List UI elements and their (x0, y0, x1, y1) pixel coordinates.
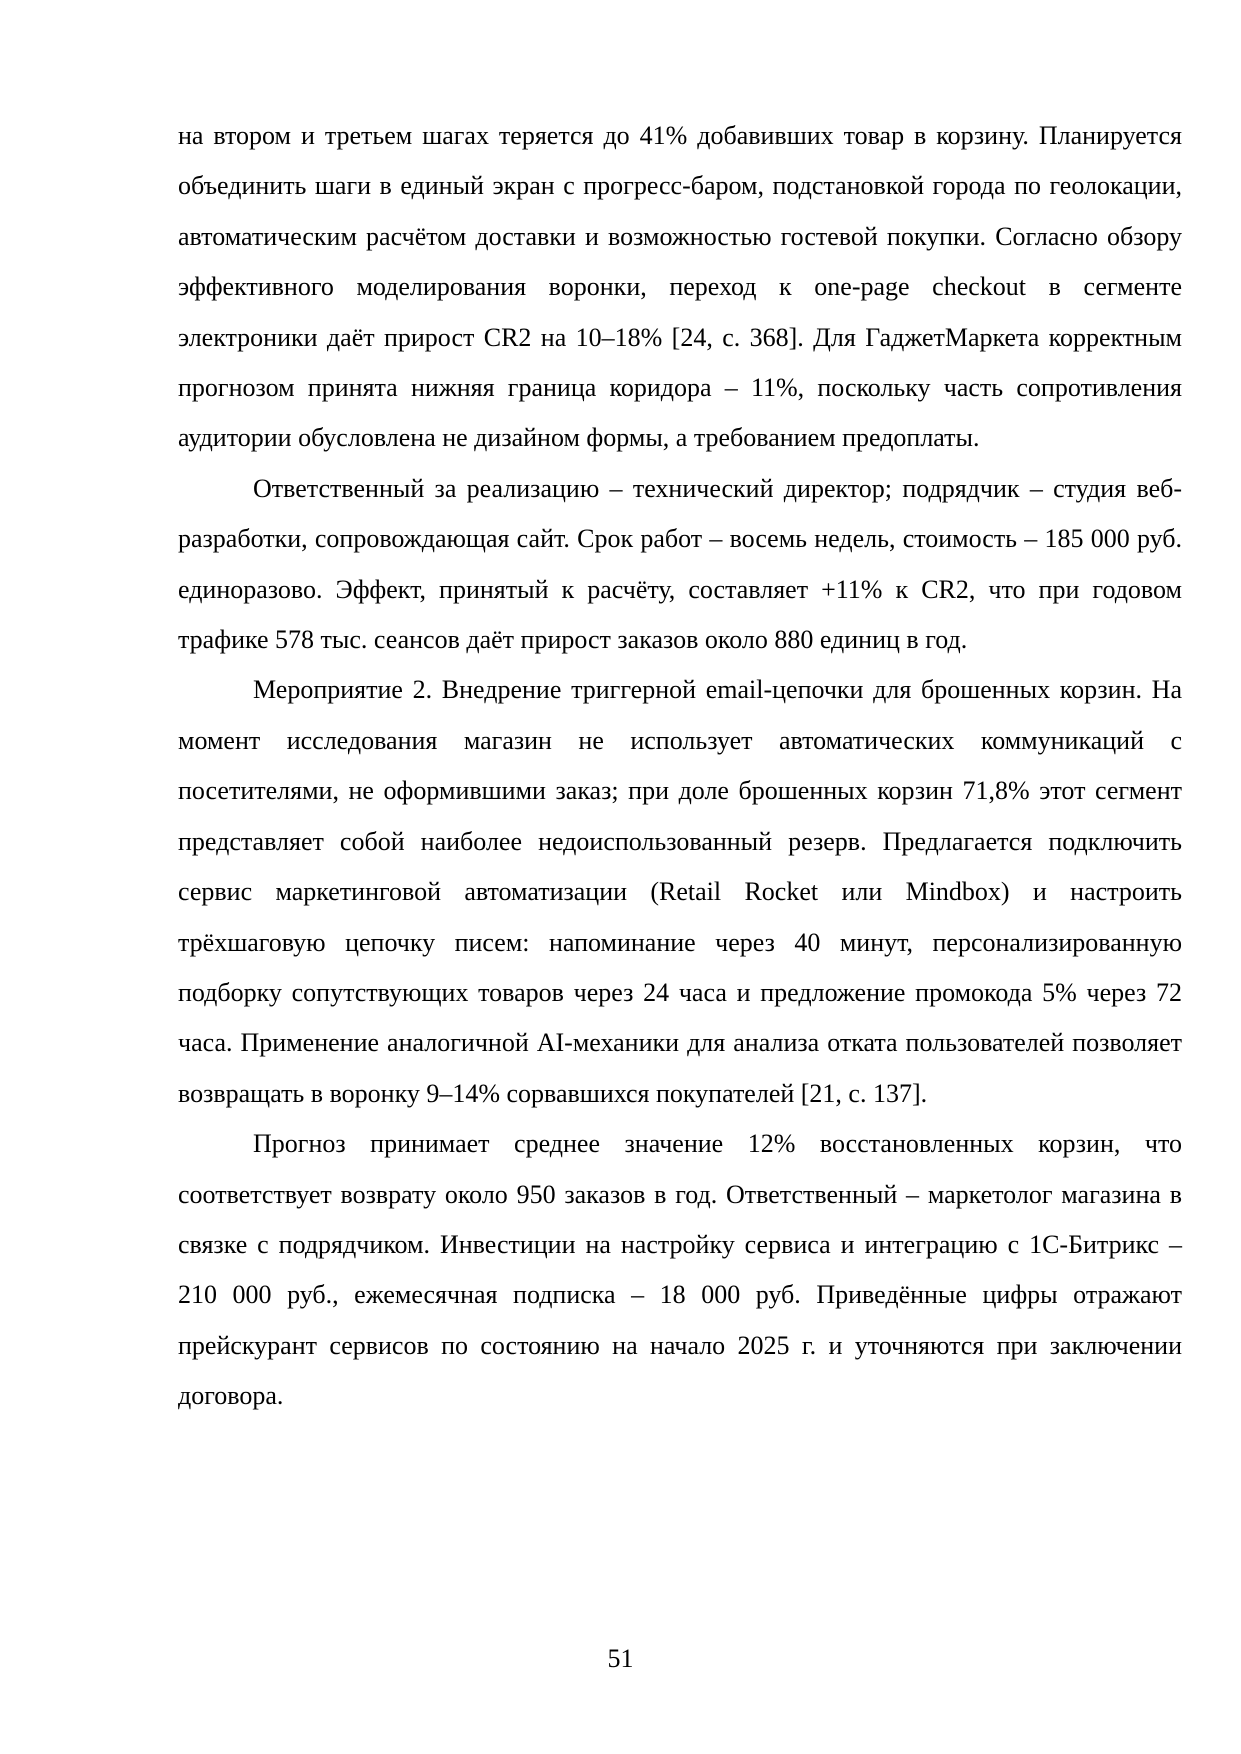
paragraph-measure-2-email-chain: Мероприятие 2. Внедрение триггерной email-цепочки для брошенных корзин. На момент исследования магазин не использует автоматических коммуникаций с посетителями, не оформившими заказ; при доле брошенных корзин 71,8% этот сегмент представляет собой наиболее недоиспользованный резерв. Предлагается подключить сервис маркетинговой автоматизации (Retail Rocket или Mindbox) и настроить трёхшаговую цепочку писем: напоминание через 40 минут, персонализированную подборку сопутствующих товаров через 24 часа и предложение промокода 5% через 72 часа. Применение аналогичной AI-механики для анализа отката пользователей позволяет возвращать в воронку 9–14% сорвавшихся покупателей [21, с. 137]. (178, 675, 1182, 1108)
page-number: 51 (607, 1644, 634, 1673)
document-body (178, 111, 1182, 1422)
paragraph-forecast-investments: Прогноз принимает среднее значение 12% восстановленных корзин, что соответствует возврату около 950 заказов в год. Ответственный – маркетолог магазина в связке с подрядчиком. Инвестиции на настройку сервиса и интеграцию с 1С-Битрикс – 210 000 руб., ежемесячная подписка – 18 000 руб. Приведённые цифры отражают прейскурант сервисов по состоянию на начало 2025 г. и уточняются при заключении договора. (178, 1129, 1182, 1411)
paragraph-checkout-continuation: на втором и третьем шагах теряется до 41% добавивших товар в корзину. Планируется объединить шаги в единый экран с прогресс-баром, подстановкой города по геолокации, автоматическим расчётом доставки и возможностью гостевой покупки. Согласно обзору эффективного моделирования воронки, переход к one-page checkout в сегменте электроники даёт прирост CR2 на 10–18% [24, с. 368]. Для ГаджетМаркета корректным прогнозом принята нижняя граница коридора – 11%, поскольку часть сопротивления аудитории обусловлена не дизайном формы, а требованием предоплаты. (178, 121, 1182, 453)
paragraph-responsible-contractor: Ответственный за реализацию – технический директор; подрядчик – студия веб-разработки, сопровождающая сайт. Срок работ – восемь недель, стоимость – 185 000 руб. единоразово. Эффект, принятый к расчёту, составляет +11% к CR2, что при годовом трафике 578 тыс. сеансов даёт прирост заказов около 880 единиц в год. (178, 473, 1182, 655)
